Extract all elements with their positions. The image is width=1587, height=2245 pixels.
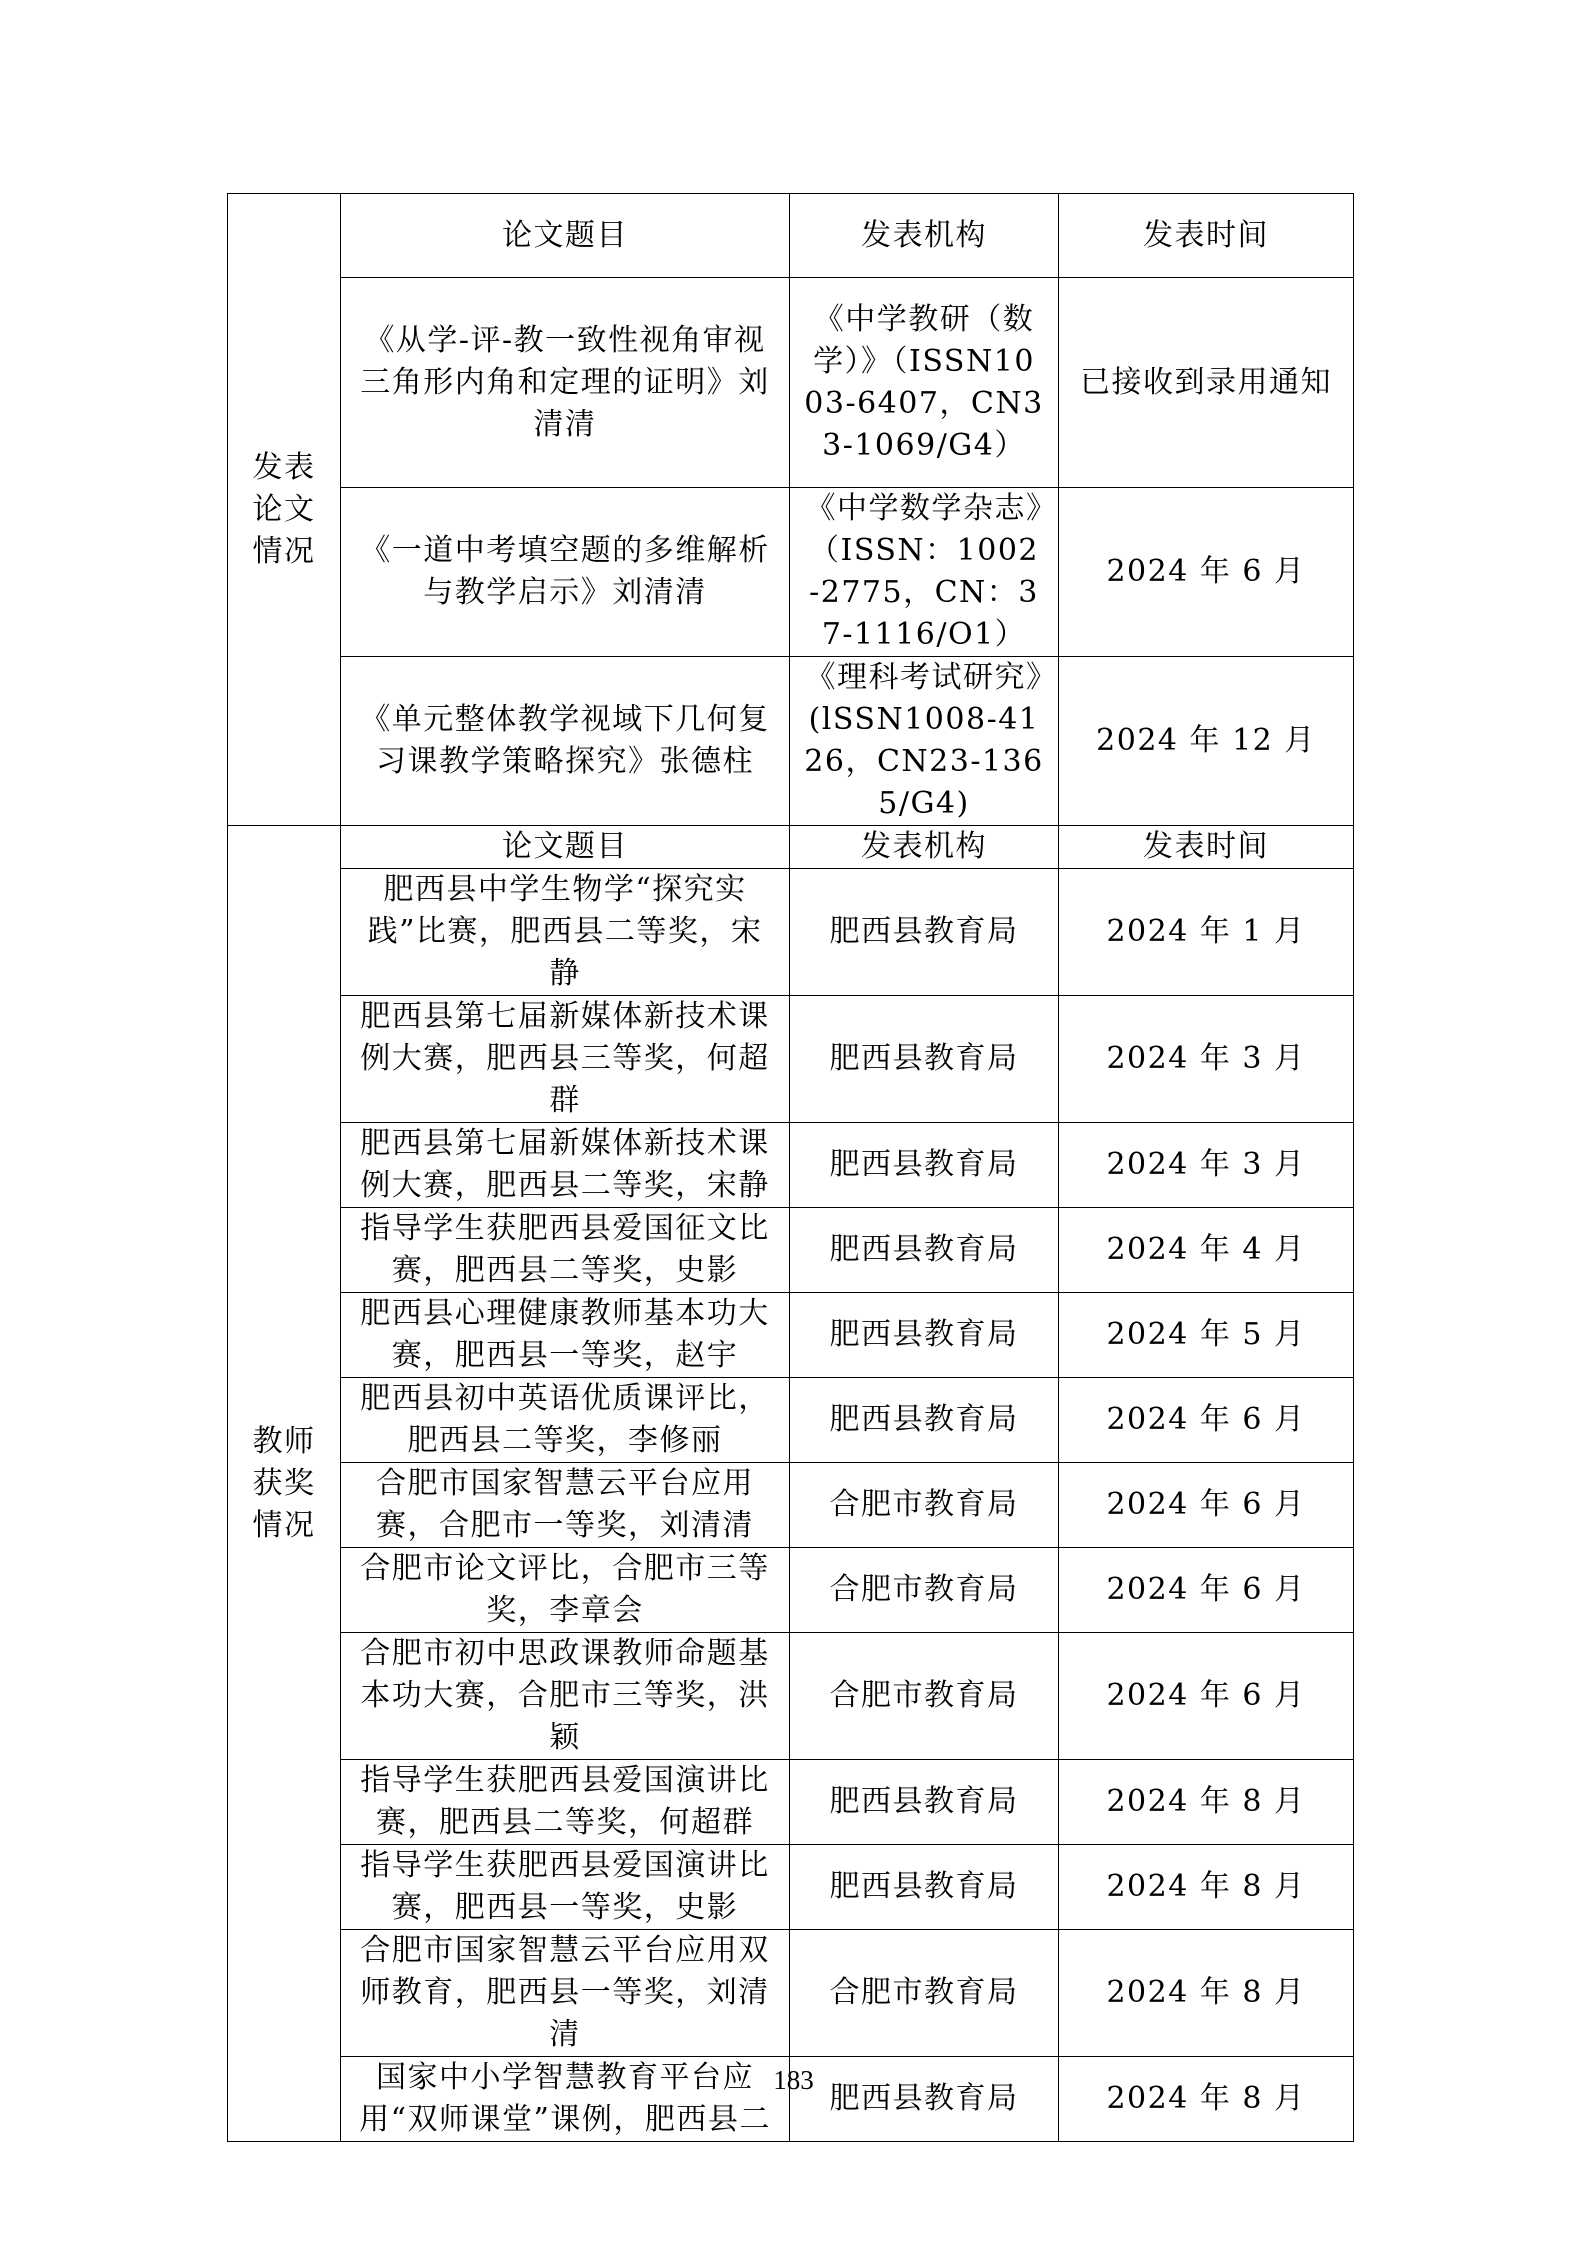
org-cell: 肥西县教育局 xyxy=(790,1123,1059,1208)
date-cell: 2024 年 8 月 xyxy=(1059,1760,1354,1845)
table-row xyxy=(228,996,1354,1123)
table-row xyxy=(228,1208,1354,1293)
date-cell: 2024 年 3 月 xyxy=(1059,1123,1354,1208)
table-row xyxy=(228,657,1354,826)
title-cell: 肥西县初中英语优质课评比，肥西县二等奖，李修丽 xyxy=(341,1378,790,1463)
date-cell: 2024 年 8 月 xyxy=(1059,2057,1354,2142)
org-cell: 肥西县教育局 xyxy=(790,1293,1059,1378)
header-title: 论文题目 xyxy=(341,194,790,278)
date-cell: 2024 年 6 月 xyxy=(1059,1378,1354,1463)
table-row xyxy=(228,1760,1354,1845)
org-cell: 《中学数学杂志》（ISSN：1002-2775，CN：37-1116/O1） xyxy=(790,488,1059,657)
table-row xyxy=(228,1930,1354,2057)
org-cell: 肥西县教育局 xyxy=(790,1378,1059,1463)
section-label-line: 教师 xyxy=(252,1423,316,1459)
table-row xyxy=(228,1463,1354,1548)
awards-section-label xyxy=(228,826,341,2142)
title-cell: 指导学生获肥西县爱国演讲比赛，肥西县二等奖，何超群 xyxy=(341,1760,790,1845)
table-row xyxy=(228,1633,1354,1760)
title-cell: 合肥市国家智慧云平台应用赛，合肥市一等奖，刘清清 xyxy=(341,1463,790,1548)
title-cell: 《单元整体教学视域下几何复习课教学策略探究》张德柱 xyxy=(341,657,790,826)
org-cell: 合肥市教育局 xyxy=(790,1548,1059,1633)
table-row xyxy=(228,1293,1354,1378)
awards-header-row xyxy=(228,826,1354,869)
title-cell: 指导学生获肥西县爱国征文比赛，肥西县二等奖，史影 xyxy=(341,1208,790,1293)
table-row xyxy=(228,1845,1354,1930)
title-cell: 肥西县第七届新媒体新技术课例大赛，肥西县二等奖，宋静 xyxy=(341,1123,790,1208)
org-cell: 肥西县教育局 xyxy=(790,869,1059,996)
title-cell: 《一道中考填空题的多维解析与教学启示》刘清清 xyxy=(341,488,790,657)
table-row xyxy=(228,1548,1354,1633)
section-label-line: 情况 xyxy=(252,1507,316,1543)
title-cell: 合肥市初中思政课教师命题基本功大赛，合肥市三等奖，洪颖 xyxy=(341,1633,790,1760)
page-number: 183 xyxy=(773,2065,814,2095)
title-cell: 《从学-评-教一致性视角审视三角形内角和定理的证明》刘清清 xyxy=(341,278,790,488)
section-label-line: 论文 xyxy=(252,491,316,527)
title-cell: 合肥市国家智慧云平台应用双师教育，肥西县一等奖，刘清清 xyxy=(341,1930,790,2057)
org-cell: 肥西县教育局 xyxy=(790,996,1059,1123)
header-date: 发表时间 xyxy=(1059,194,1354,278)
date-cell: 2024 年 6 月 xyxy=(1059,1463,1354,1548)
date-cell: 2024 年 5 月 xyxy=(1059,1293,1354,1378)
org-cell: 《理科考试研究》(lSSN1008-4126，CN23-1365/G4) xyxy=(790,657,1059,826)
title-cell: 肥西县中学生物学“探究实践”比赛，肥西县二等奖，宋静 xyxy=(341,869,790,996)
title-cell: 肥西县心理健康教师基本功大赛，肥西县一等奖，赵宇 xyxy=(341,1293,790,1378)
org-cell: 肥西县教育局 xyxy=(790,1845,1059,1930)
header-date: 发表时间 xyxy=(1059,826,1354,869)
org-cell: 肥西县教育局 xyxy=(790,2057,1059,2142)
org-cell: 合肥市教育局 xyxy=(790,1463,1059,1548)
section-label-line: 发表 xyxy=(252,449,316,485)
papers-header-row xyxy=(228,194,1354,278)
papers-section-label xyxy=(228,194,341,826)
title-cell: 指导学生获肥西县爱国演讲比赛，肥西县一等奖，史影 xyxy=(341,1845,790,1930)
date-cell: 2024 年 8 月 xyxy=(1059,1845,1354,1930)
org-cell: 合肥市教育局 xyxy=(790,1633,1059,1760)
date-cell: 2024 年 6 月 xyxy=(1059,488,1354,657)
table-row xyxy=(228,488,1354,657)
section-label-line: 情况 xyxy=(252,533,316,569)
title-cell: 合肥市论文评比，合肥市三等奖，李章会 xyxy=(341,1548,790,1633)
title-cell: 肥西县第七届新媒体新技术课例大赛，肥西县三等奖，何超群 xyxy=(341,996,790,1123)
date-cell: 2024 年 3 月 xyxy=(1059,996,1354,1123)
achievements-table xyxy=(227,193,1354,2142)
header-org: 发表机构 xyxy=(790,826,1059,869)
date-cell: 2024 年 6 月 xyxy=(1059,1633,1354,1760)
title-cell: 国家中小学智慧教育平台应用“双师课堂”课例，肥西县二 xyxy=(341,2057,790,2142)
table-row xyxy=(228,1378,1354,1463)
section-label-line: 获奖 xyxy=(252,1465,316,1501)
date-cell: 2024 年 8 月 xyxy=(1059,1930,1354,2057)
header-org: 发表机构 xyxy=(790,194,1059,278)
table-row xyxy=(228,278,1354,488)
date-cell: 2024 年 6 月 xyxy=(1059,1548,1354,1633)
date-cell: 已接收到录用通知 xyxy=(1059,278,1354,488)
date-cell: 2024 年 1 月 xyxy=(1059,869,1354,996)
table-row xyxy=(228,869,1354,996)
org-cell: 肥西县教育局 xyxy=(790,1208,1059,1293)
date-cell: 2024 年 12 月 xyxy=(1059,657,1354,826)
org-cell: 合肥市教育局 xyxy=(790,1930,1059,2057)
org-cell: 《中学教研（数学）》（ISSN1003-6407，CN33-1069/G4） xyxy=(790,278,1059,488)
table-row xyxy=(228,1123,1354,1208)
org-cell: 肥西县教育局 xyxy=(790,1760,1059,1845)
date-cell: 2024 年 4 月 xyxy=(1059,1208,1354,1293)
header-title: 论文题目 xyxy=(341,826,790,869)
